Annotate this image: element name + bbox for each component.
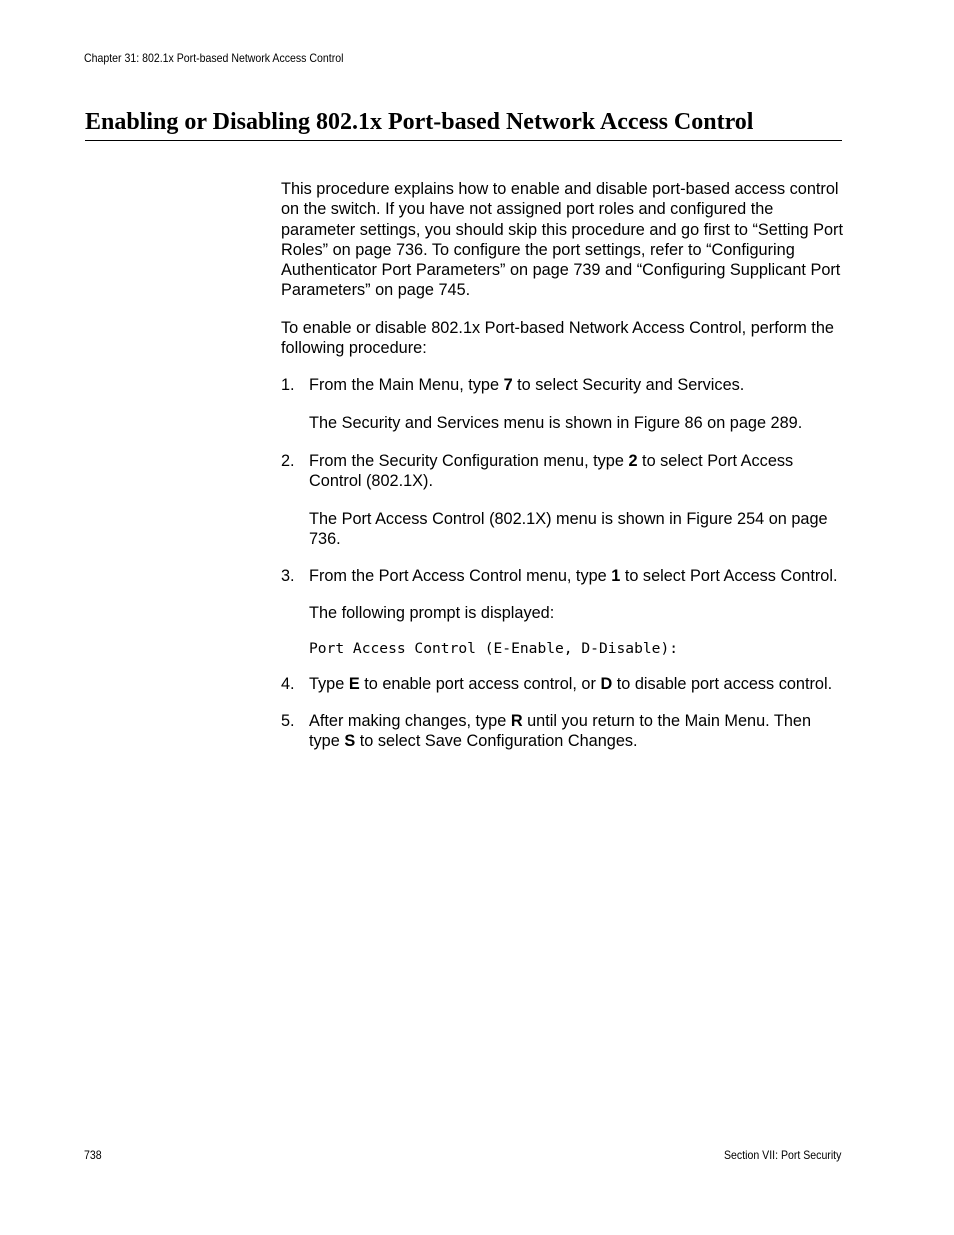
step-text: After making changes, type R until you return to the Main Menu. Then type S to select Save Configuration Changes. <box>309 712 811 751</box>
footer-section: Section VII: Port Security <box>723 1148 841 1162</box>
step-number: 4. <box>281 674 295 693</box>
key-d: D <box>600 674 613 693</box>
key-r: R <box>510 712 523 731</box>
step-text: Type E to enable port access control, or D to disable port access control. <box>309 674 833 693</box>
step-text: From the Security Configuration menu, type 2 to select Port Access Control (802.1X). <box>309 451 794 491</box>
procedure-intro-paragraph: To enable or disable 802.1x Port-based Network Access Control, perform the following procedure: <box>281 318 834 358</box>
key-e: E <box>348 674 360 693</box>
running-header: Chapter 31: 802.1x Port-based Network Access Control <box>84 51 344 65</box>
step-note: The following prompt is displayed: <box>309 604 555 623</box>
step-1 <box>281 375 846 433</box>
step-text: From the Main Menu, type 7 to select Security and Services. <box>309 376 745 395</box>
step-4 <box>281 674 846 694</box>
key-s: S <box>344 732 356 751</box>
prompt-code: Port Access Control (E-Enable, D-Disable): <box>309 639 679 657</box>
page-number: 738 <box>84 1148 102 1162</box>
step-number: 1. <box>281 376 295 395</box>
step-number: 3. <box>281 567 295 586</box>
step-note: The Security and Services menu is shown in Figure 86 on page 289. <box>309 413 803 432</box>
step-2 <box>281 451 846 549</box>
procedure-steps <box>281 375 846 751</box>
step-3 <box>281 566 846 659</box>
step-number: 5. <box>281 712 295 731</box>
key-2: 2 <box>628 451 638 470</box>
key-7: 7 <box>503 376 513 395</box>
step-note: The Port Access Control (802.1X) menu is shown in Figure 254 on page 736. <box>309 509 828 548</box>
key-1: 1 <box>611 567 621 586</box>
intro-paragraph: This procedure explains how to enable and disable port-based access control on the switch. If you have not assigned port roles and configured the parameter settings, you should skip this procedure and go first to “Setting Port Roles” on page 736. To configure the port settings, refer to “Configuring Authenticator Port Parameters” on page 739 and “Configuring Supplicant Port Parameters” on page 745. <box>281 180 843 300</box>
step-5 <box>281 711 846 752</box>
step-text: From the Port Access Control menu, type 1 to select Port Access Control. <box>309 567 838 586</box>
section-heading: Enabling or Disabling 802.1x Port-based Network Access Control <box>85 106 842 141</box>
step-number: 2. <box>281 451 295 470</box>
body-text <box>281 179 846 752</box>
